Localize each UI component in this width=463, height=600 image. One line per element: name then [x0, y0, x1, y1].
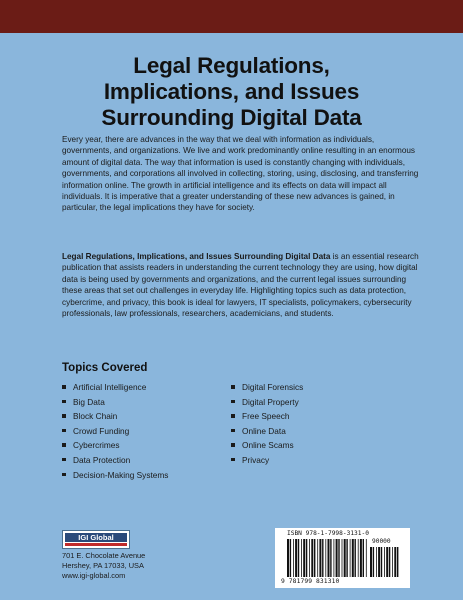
barcode-bar [298, 539, 299, 577]
barcode-bar [290, 539, 291, 577]
title-line-1: Legal Regulations, [133, 53, 330, 78]
topic-item: Privacy [231, 453, 303, 468]
barcode-bar [328, 539, 330, 577]
top-color-band [0, 0, 463, 33]
topic-item: Cybercrimes [62, 438, 168, 453]
publisher-address [62, 551, 145, 581]
barcode-bar [306, 539, 307, 577]
barcode-bar [336, 539, 338, 577]
barcode-bar [384, 547, 385, 577]
barcode-bar [397, 547, 398, 577]
barcode-bar [352, 539, 354, 577]
topic-item: Digital Property [231, 395, 303, 410]
barcode-bar [346, 539, 347, 577]
barcode-bar [295, 539, 297, 577]
bullet-icon [231, 385, 235, 389]
topics-list-right [231, 380, 303, 468]
bullet-icon [231, 414, 235, 418]
description-text: is an essential research publication that assists readers in understanding the current technology they are using, how digital data is being used by governments and organizations, and the current legal issues surrounding these areas that set out challenges in everyday life. Highlighting topics such as data protection, cybercrime, and privacy, this book is ideal for lawyers, IT specialists, policymakers, cybersecurity professionals, law professionals, researchers, academicians, and students. [62, 252, 419, 319]
isbn-number: ISBN 978-1-7998-3131-0 [287, 530, 369, 537]
topic-item: Artificial Intelligence [62, 380, 168, 395]
barcode-bar [311, 539, 313, 577]
barcode-bar [360, 539, 362, 577]
publisher-logo-text: IGI Global [65, 533, 127, 542]
bullet-icon [62, 429, 66, 433]
barcode-bar [344, 539, 346, 577]
address-website: www.igi-global.com [62, 571, 126, 580]
barcode-bar [355, 539, 356, 577]
barcode-bar [309, 539, 310, 577]
barcode-bar [350, 539, 351, 577]
barcode-bar [386, 547, 388, 577]
publisher-logo [62, 530, 130, 549]
barcode-bar [319, 539, 321, 577]
bullet-icon [231, 458, 235, 462]
title-line-3: Surrounding Digital Data [101, 105, 362, 130]
barcode-bar [342, 539, 343, 577]
topic-item: Block Chain [62, 409, 168, 424]
barcode-bar [370, 547, 372, 577]
bullet-icon [62, 414, 66, 418]
bullet-icon [62, 443, 66, 447]
barcode-bar [363, 539, 364, 577]
topic-item: Online Scams [231, 438, 303, 453]
barcode-bar [325, 539, 326, 577]
barcode-bar [381, 547, 382, 577]
barcode-bar [358, 539, 359, 577]
barcode-bar [334, 539, 335, 577]
barcode-bar [338, 539, 339, 577]
barcode-bars [287, 539, 367, 577]
barcode-bar [287, 539, 289, 577]
barcode-bar [373, 547, 374, 577]
isbn-barcode [275, 528, 410, 588]
barcode-bar [392, 547, 393, 577]
topic-item: Decision-Making Systems [62, 468, 168, 483]
barcode-bar [330, 539, 331, 577]
barcode-bar [314, 539, 315, 577]
publisher-logo-stripe [65, 543, 127, 546]
bullet-icon [231, 429, 235, 433]
title-line-2: Implications, and Issues [103, 79, 360, 104]
bullet-icon [62, 458, 66, 462]
bullet-icon [62, 400, 66, 404]
topic-item: Data Protection [62, 453, 168, 468]
ean-digits: 9 781799 831310 [281, 578, 340, 585]
barcode-bar [394, 547, 396, 577]
topic-item: Crowd Funding [62, 424, 168, 439]
barcode-bar [322, 539, 323, 577]
topics-heading: Topics Covered [62, 362, 148, 374]
address-line: Hershey, PA 17033, USA [62, 561, 144, 570]
topic-item: Online Data [231, 424, 303, 439]
barcode-bar [303, 539, 305, 577]
topic-item: Digital Forensics [231, 380, 303, 395]
addon-barcode-bars [370, 547, 400, 577]
price-addon-number: 90000 [372, 538, 391, 545]
description-paragraph-2 [62, 251, 424, 319]
book-title [0, 53, 463, 131]
barcode-bar [366, 539, 367, 577]
barcode-bar [293, 539, 294, 577]
description-paragraph-1: Every year, there are advances in the way that we deal with information as individuals, governments, and organizations. We live and work predominantly online resulting in an enormous amount of digital data. The way that information is used is constantly changing with individuals, governments, and corporations all involved in collecting, storing, using, disclosing, and transferring information online. The growth in artificial intelligence and its effects on data will impact all individuals. It is imperative that a greater understanding of these new advances is gained, in particular, the legal implications they have for society. [62, 135, 419, 213]
bullet-icon [231, 443, 235, 447]
bullet-icon [231, 400, 235, 404]
topic-item: Free Speech [231, 409, 303, 424]
barcode-bar [317, 539, 318, 577]
description-book-title: Legal Regulations, Implications, and Issues Surrounding Digital Data [62, 252, 331, 261]
topic-item: Big Data [62, 395, 168, 410]
topics-list-left [62, 380, 168, 482]
bullet-icon [62, 385, 66, 389]
bullet-icon [62, 473, 66, 477]
address-line: 701 E. Chocolate Avenue [62, 551, 146, 560]
barcode-bar [378, 547, 380, 577]
barcode-bar [389, 547, 390, 577]
barcode-bar [376, 547, 377, 577]
barcode-bar [301, 539, 302, 577]
